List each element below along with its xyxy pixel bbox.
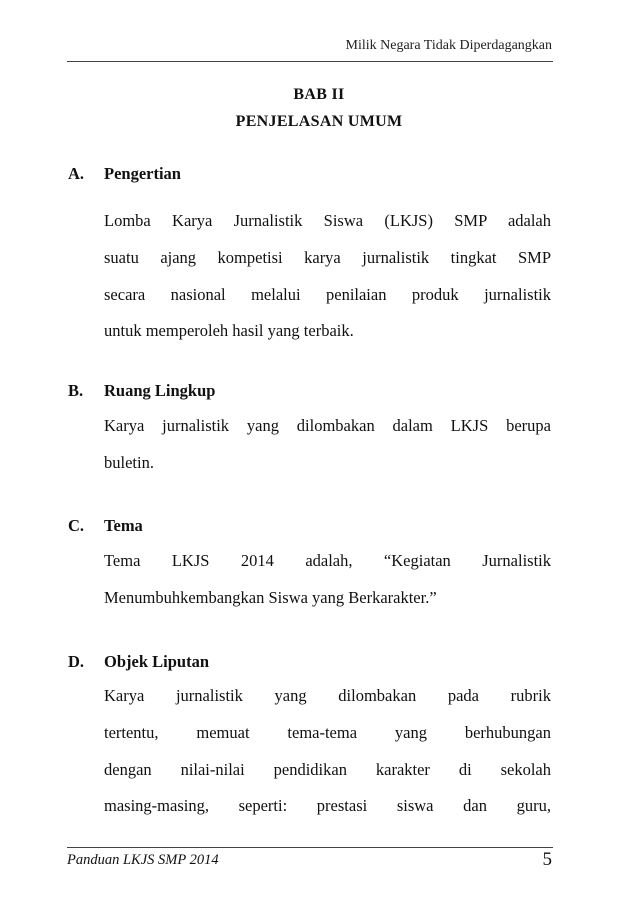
paragraph-line: tertentu, memuat tema-tema yang berhubungan bbox=[104, 722, 551, 742]
paragraph-line: secara nasional melalui penilaian produk jurnalistik bbox=[104, 284, 551, 304]
section-a-paragraph bbox=[104, 203, 551, 350]
paragraph-line: dengan nilai-nilai pendidikan karakter di sekolah bbox=[104, 759, 551, 779]
footer-title: Panduan LKJS SMP 2014 bbox=[67, 852, 219, 868]
section-d-title: Objek Liputan bbox=[104, 652, 209, 671]
section-a-title: Pengertian bbox=[104, 164, 181, 183]
paragraph-line: Karya jurnalistik yang dilombakan dalam LKJS berupa bbox=[104, 416, 551, 435]
section-d-letter: D. bbox=[68, 652, 85, 671]
section-b-paragraph bbox=[104, 408, 551, 482]
paragraph-line: Menumbuhkembangkan Siswa yang Berkarakter.” bbox=[104, 587, 437, 607]
paragraph-line: Lomba Karya Jurnalistik Siswa (LKJS) SMP adalah bbox=[104, 211, 551, 230]
paragraph-line: untuk memperoleh hasil yang terbaik. bbox=[104, 321, 354, 341]
section-b-title: Ruang Lingkup bbox=[104, 381, 216, 400]
section-c-letter: C. bbox=[68, 516, 85, 535]
paragraph-line: buletin. bbox=[104, 452, 154, 472]
section-b-letter: B. bbox=[68, 381, 84, 400]
section-d-paragraph bbox=[104, 678, 551, 825]
paragraph-line: suatu ajang kompetisi karya jurnalistik tingkat SMP bbox=[104, 247, 551, 267]
chapter-title: PENJELASAN UMUM bbox=[235, 113, 403, 130]
paragraph-line: Tema LKJS 2014 adalah, “Kegiatan Jurnalistik bbox=[104, 551, 551, 570]
paragraph-line: masing-masing, seperti: prestasi siswa dan guru, bbox=[104, 796, 551, 816]
chapter-number: BAB II bbox=[293, 86, 345, 103]
paragraph-line: Karya jurnalistik yang dilombakan pada rubrik bbox=[104, 686, 551, 705]
section-a-letter: A. bbox=[68, 164, 85, 183]
running-header: Milik Negara Tidak Diperdagangkan bbox=[345, 38, 552, 53]
section-c-paragraph bbox=[104, 543, 551, 617]
section-c-title: Tema bbox=[104, 516, 143, 535]
header-rule bbox=[67, 61, 553, 62]
footer-rule bbox=[67, 847, 553, 848]
page-number: 5 bbox=[542, 849, 552, 870]
